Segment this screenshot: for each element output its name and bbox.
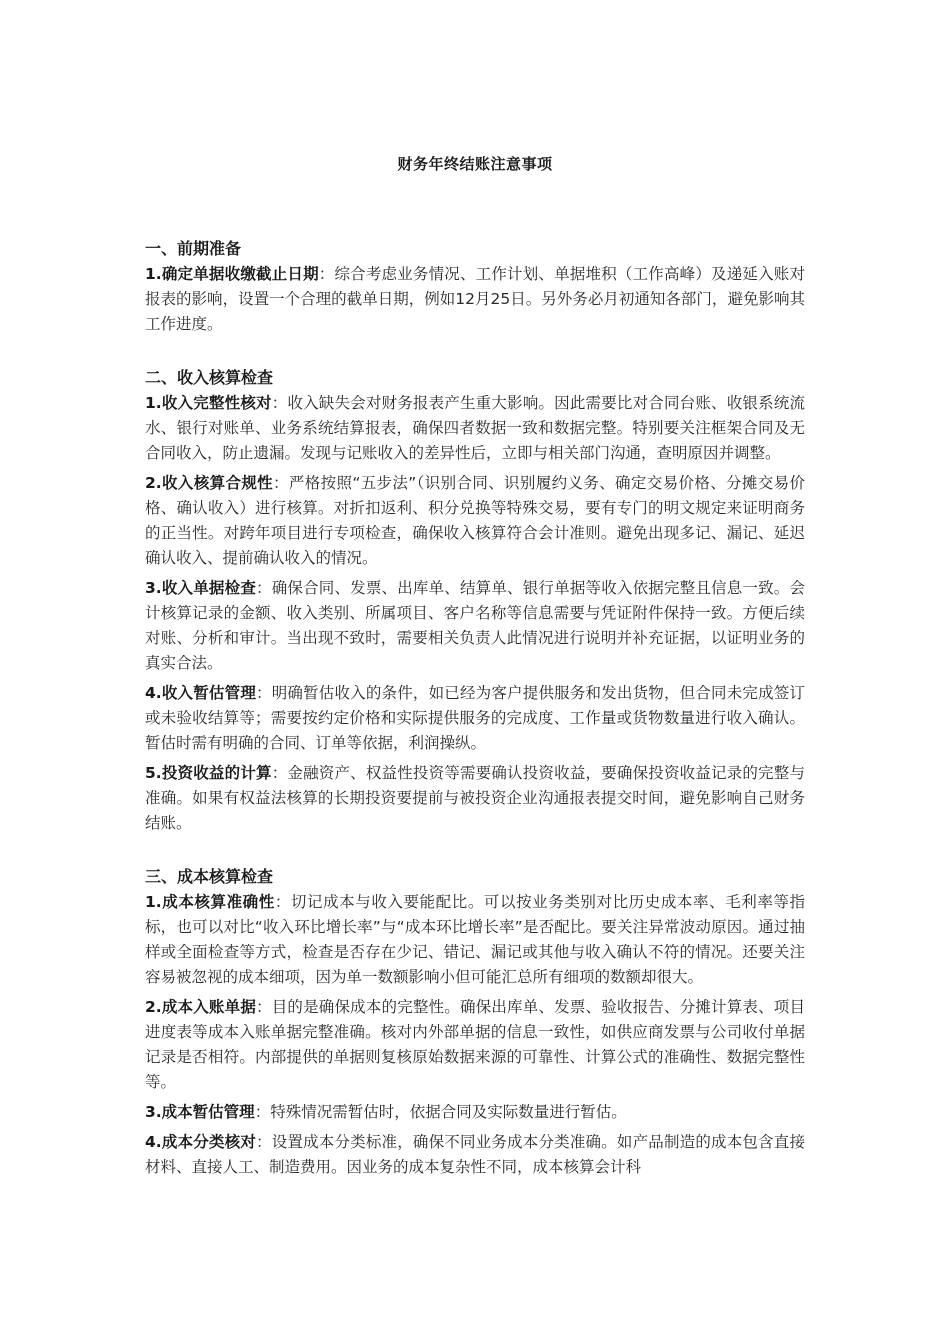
item-title: 2.成本入账单据 xyxy=(145,998,257,1016)
paragraph xyxy=(145,1130,805,1180)
section-preparation xyxy=(145,236,805,337)
paragraph xyxy=(145,391,805,466)
paragraph xyxy=(145,681,805,756)
section-heading: 三、成本核算检查 xyxy=(145,867,274,886)
paragraph xyxy=(145,890,805,990)
paragraph xyxy=(145,995,805,1095)
item-title: 1.确定单据收缴截止日期 xyxy=(145,265,319,283)
item-title: 1.成本核算准确性 xyxy=(145,893,275,911)
item-text: ：目的是确保成本的完整性。确保出库单、发票、验收报告、分摊计算表、项目进度表等成本入账单据完整准确。核对内外部单据的信息一致性，如供应商发票与公司收付单据记录是否相符。内部提供的单据则复核原始数据来源的可靠性、计算公式的准确性、数据完整性等。 xyxy=(145,998,805,1091)
item-title: 4.收入暂估管理 xyxy=(145,684,257,702)
item-title: 4.成本分类核对 xyxy=(145,1133,257,1151)
paragraph xyxy=(145,1100,805,1125)
item-title: 1.收入完整性核对 xyxy=(145,394,272,412)
document-body xyxy=(145,236,805,1208)
section-heading: 二、收入核算检查 xyxy=(145,368,274,387)
document-title: 财务年终结账注意事项 xyxy=(397,155,553,173)
item-text: ：设置成本分类标准，确保不同业务成本分类准确。如产品制造的成本包含直接材料、直接人工、制造费用。因业务的成本复杂性不同，成本核算会计科 xyxy=(145,1133,805,1176)
item-title: 5.投资收益的计算 xyxy=(145,764,272,782)
item-text: ：明确暂估收入的条件，如已经为客户提供服务和发出货物，但合同未完成签订或未验收结算等；需要按约定价格和实际提供服务的完成度、工作量或货物数量进行收入确认。暂估时需有明确的合同、订单等依据，利润操纵。 xyxy=(145,684,805,752)
paragraph xyxy=(145,262,805,337)
paragraph xyxy=(145,761,805,836)
section-revenue-check xyxy=(145,365,805,836)
item-title: 3.收入单据检查 xyxy=(145,579,257,597)
paragraph xyxy=(145,576,805,676)
item-text: ：综合考虑业务情况、工作计划、单据堆积（工作高峰）及递延入账对报表的影响，设置一个合理的截单日期，例如12月25日。另外务必月初通知各部门，避免影响其工作进度。 xyxy=(145,265,805,333)
item-title: 2.收入核算合规性 xyxy=(145,474,274,492)
section-heading: 一、前期准备 xyxy=(145,239,242,258)
section-cost-check xyxy=(145,864,805,1180)
item-text: ：特殊情况需暂估时，依据合同及实际数量进行暂估。 xyxy=(254,1103,627,1121)
item-title: 3.成本暂估管理 xyxy=(145,1103,255,1121)
item-text: ：金融资产、权益性投资等需要确认投资收益，要确保投资收益记录的完整与准确。如果有权益法核算的长期投资要提前与被投资企业沟通报表提交时间，避免影响自己财务结账。 xyxy=(145,764,805,832)
item-text: ：收入缺失会对财务报表产生重大影响。因此需要比对合同台账、收银系统流水、银行对账单、业务系统结算报表，确保四者数据一致和数据完整。特别要关注框架合同及无合同收入，防止遗漏。发现与记账收入的差异性后，立即与相关部门沟通，查明原因并调整。 xyxy=(145,394,805,462)
paragraph xyxy=(145,471,805,571)
item-text: ：确保合同、发票、出库单、结算单、银行单据等收入依据完整且信息一致。会计核算记录的金额、收入类别、所属项目、客户名称等信息需要与凭证附件保持一致。方便后续对账、分析和审计。当出现不致时，需要相关负责人此情况进行说明并补充证据，以证明业务的真实合法。 xyxy=(145,579,805,672)
item-text: ：切记成本与收入要能配比。可以按业务类别对比历史成本率、毛利率等指标，也可以对比“收入环比增长率”与“成本环比增长率”是否配比。要关注异常波动原因。通过抽样或全面检查等方式，检查是否存在少记、错记、漏记或其他与收入确认不符的情况。还要关注容易被忽视的成本细项，因为单一数额影响小但可能汇总所有细项的数额却很大。 xyxy=(145,893,805,986)
item-text: ：严格按照“五步法”（识别合同、识别履约义务、确定交易价格、分摊交易价格、确认收入）进行核算。对折扣返利、积分兑换等特殊交易，要有专门的明文规定来证明商务的正当性。对跨年项目进行专项检查，确保收入核算符合会计准则。避免出现多记、漏记、延迟确认收入、提前确认收入的情况。 xyxy=(145,474,805,567)
